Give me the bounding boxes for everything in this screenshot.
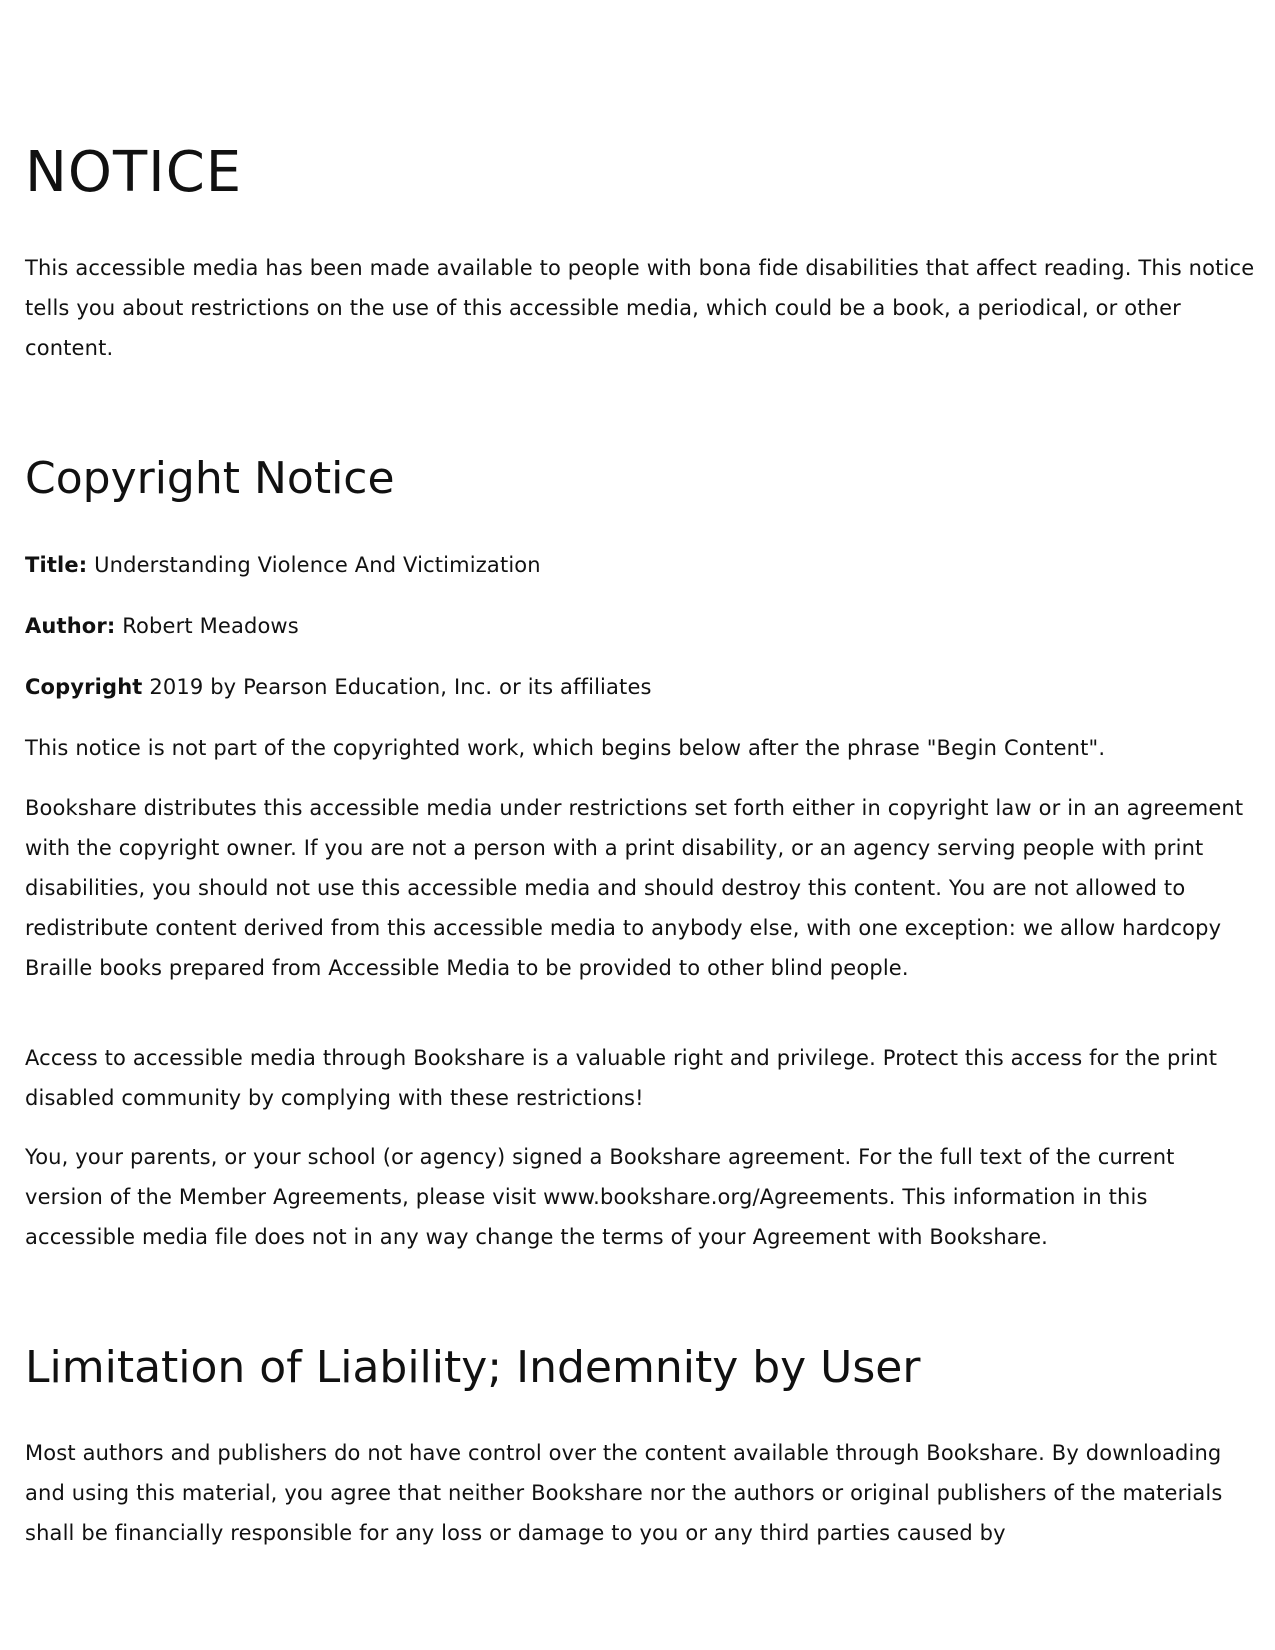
title-value: Understanding Violence And Victimization xyxy=(87,553,541,577)
copyright-heading: Copyright Notice xyxy=(25,453,395,504)
title-line xyxy=(25,545,1255,585)
author-line xyxy=(25,606,1255,646)
copyright-value: 2019 by Pearson Education, Inc. or its affiliates xyxy=(142,675,652,699)
copyright-paragraph-agreement: You, your parents, or your school (or agency) signed a Bookshare agreement. For the full text of the current version of the Member Agreements, please visit www.bookshare.org/Agreements. This information in this accessible media file does not in any way change the terms of your Agreement with Bookshare. xyxy=(25,1145,1175,1249)
notice-intro: This accessible media has been made available to people with bona fide disabilities that affect reading. This notice tells you about restrictions on the use of this accessible media, which could be a book, a periodical, or other content. xyxy=(25,256,1255,360)
copyright-paragraph-notice: This notice is not part of the copyrighted work, which begins below after the phrase "Begin Content". xyxy=(25,736,1106,760)
copyright-paragraph-restrictions: Bookshare distributes this accessible media under restrictions set forth either in copyright law or in an agreement with the copyright owner. If you are not a person with a print disability, or an agency serving people with print disabilities, you should not use this accessible media and should destroy this content. You are not allowed to redistribute content derived from this accessible media to anybody else, with one exception: we allow hardcopy Braille books prepared from Accessible Media to be provided to other blind people. xyxy=(25,796,1244,980)
author-label: Author: xyxy=(25,614,116,638)
notice-heading: NOTICE xyxy=(25,140,243,205)
author-value: Robert Meadows xyxy=(115,614,299,638)
liability-heading: Limitation of Liability; Indemnity by User xyxy=(25,1342,921,1393)
copyright-line xyxy=(25,667,1255,707)
liability-paragraph: Most authors and publishers do not have control over the content available through Bookshare. By downloading and using this material, you agree that neither Bookshare nor the authors or original publishers of the materials shall be financially responsible for any loss or damage to you or any third parties caused by xyxy=(25,1441,1223,1545)
title-label: Title: xyxy=(25,553,88,577)
copyright-paragraph-access: Access to accessible media through Bookshare is a valuable right and privilege. Protect this access for the print disabled community by complying with these restrictions! xyxy=(25,1046,1218,1110)
copyright-label: Copyright xyxy=(25,675,143,699)
